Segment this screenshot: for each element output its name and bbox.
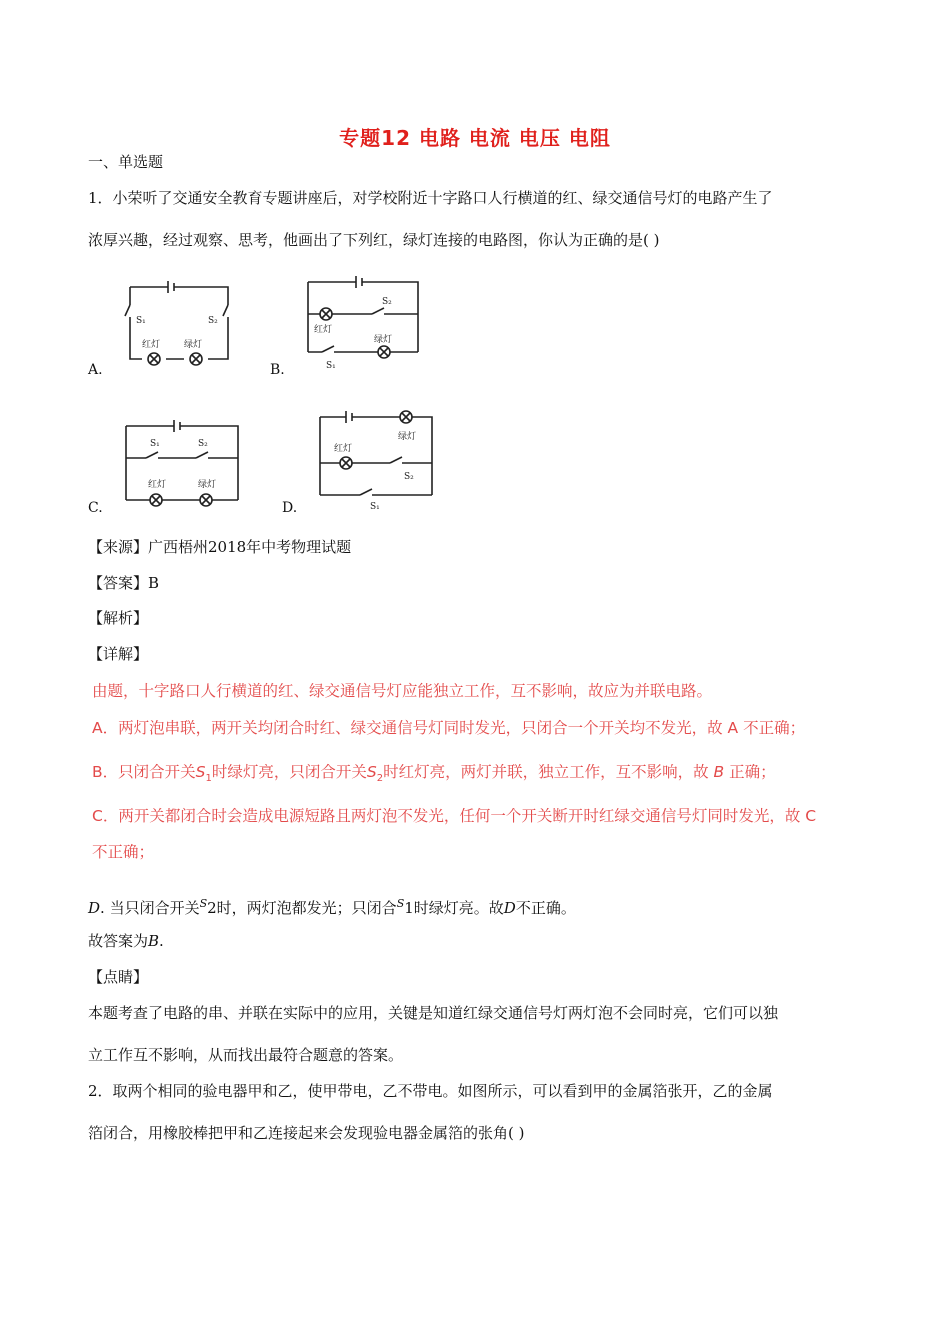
comment-line-2: 立工作互不影响，从而找出最符合题意的答案。 xyxy=(88,1046,404,1064)
d-line-part-b: . 当只闭合开关 xyxy=(100,899,200,917)
detail-line-4: C．两开关都闭合时会造成电源短路且两灯泡不发光，任何一个开关断开时红绿交通信号灯同时发光，故 C xyxy=(92,807,817,825)
conclusion-part-a: 故答案为 xyxy=(88,932,149,950)
option-c-label: C. xyxy=(88,500,103,516)
d-line-part-f: 不正确。 xyxy=(515,899,576,917)
switch-s2-label-b: S₂ xyxy=(382,297,392,307)
number-2: 2 xyxy=(207,899,217,917)
detail-line-5: 不正确； xyxy=(92,843,155,861)
switch-s2-label: S₂ xyxy=(208,316,218,326)
detail-heading: 【详解】 xyxy=(88,645,149,663)
conclusion-line xyxy=(88,931,164,951)
section-heading: 一、单选题 xyxy=(88,153,164,171)
circuit-diagram-d xyxy=(312,405,436,515)
number-1: 1 xyxy=(404,899,414,917)
question-1-line-1: 1．小荣听了交通安全教育专题讲座后，对学校附近十字路口人行横道的红、绿交通信号灯的电路产生了 xyxy=(88,189,773,207)
detail-line-1: 由题，十字路口人行横道的红、绿交通信号灯应能独立工作，互不影响，故应为并联电路。 xyxy=(92,682,713,700)
symbol-s: S xyxy=(195,763,206,781)
source-line: 【来源】广西梧州2018年中考物理试题 xyxy=(88,538,352,556)
conclusion-period: . xyxy=(159,932,164,950)
circuit-diagram-c xyxy=(118,412,246,518)
d-line-part-c: 时，两灯泡都发光；只闭合 xyxy=(216,899,397,917)
d-line-part-d: 时绿灯亮。故 xyxy=(413,899,504,917)
green-lamp-label: 绿灯 xyxy=(184,340,203,350)
switch-s1-label-b: S₁ xyxy=(326,361,336,371)
subscript-1: 1 xyxy=(205,773,212,784)
comment-heading: 【点睛】 xyxy=(88,968,149,986)
symbol-s: S xyxy=(396,897,405,910)
switch-s1-label-c: S₁ xyxy=(150,439,160,449)
symbol-b: B xyxy=(148,932,160,950)
symbol-s: S xyxy=(366,763,377,781)
symbol-s: S xyxy=(199,897,208,910)
red-lamp-label-c: 红灯 xyxy=(148,480,167,490)
subscript-2: 2 xyxy=(376,773,384,784)
analysis-heading: 【解析】 xyxy=(88,609,149,627)
switch-s2-label-d: S₂ xyxy=(404,472,414,482)
detail-l3-part-a: B．只闭合开关 xyxy=(92,763,196,781)
option-b-label: B. xyxy=(270,362,285,378)
detail-l3-part-c: 时红灯亮，两灯并联，独立工作，互不影响，故 xyxy=(383,763,709,781)
question-2-line-1: 2．取两个相同的验电器甲和乙，使甲带电，乙不带电。如图所示，可以看到甲的金属箔张开，乙的金属 xyxy=(88,1082,773,1100)
detail-line-3 xyxy=(92,762,776,785)
circuit-diagram-a xyxy=(118,275,242,375)
red-lamp-label: 红灯 xyxy=(142,340,161,350)
switch-s1-label-d: S₁ xyxy=(370,502,380,512)
detail-line-2: A．两灯泡串联，两开关均闭合时红、绿交通信号灯同时发光，只闭合一个开关均不发光，故 A 不正确； xyxy=(92,719,806,737)
d-option-explanation xyxy=(88,898,576,920)
green-lamp-label-d: 绿灯 xyxy=(398,432,417,442)
answer-line: 【答案】B xyxy=(88,574,160,592)
switch-s1-label: S₁ xyxy=(136,316,146,326)
green-lamp-label-b: 绿灯 xyxy=(374,335,393,345)
question-1-line-2: 浓厚兴趣，经过观察、思考，他画出了下列红，绿灯连接的电路图，你认为正确的是( ) xyxy=(88,231,660,249)
symbol-b: B xyxy=(713,763,725,781)
symbol-d: D xyxy=(88,899,101,917)
detail-l3-part-e: 正确； xyxy=(729,763,776,781)
circuit-diagram-b xyxy=(300,272,425,377)
page-title: 专题12 电路 电流 电压 电阻 xyxy=(339,126,611,150)
symbol-d: D xyxy=(503,899,516,917)
green-lamp-label-c: 绿灯 xyxy=(198,480,217,490)
comment-line-1: 本题考查了电路的串、并联在实际中的应用，关键是知道红绿交通信号灯两灯泡不会同时亮，它们可以独 xyxy=(88,1004,779,1022)
switch-s2-label-c: S₂ xyxy=(198,439,208,449)
option-a-label: A. xyxy=(88,362,103,378)
red-lamp-label-d: 红灯 xyxy=(334,444,353,454)
option-d-label: D. xyxy=(282,500,298,516)
detail-l3-part-b: 时绿灯亮，只闭合开关 xyxy=(211,763,367,781)
red-lamp-label-b: 红灯 xyxy=(314,325,333,335)
question-2-line-2: 箔闭合，用橡胶棒把甲和乙连接起来会发现验电器金属箔的张角( ) xyxy=(88,1124,525,1142)
